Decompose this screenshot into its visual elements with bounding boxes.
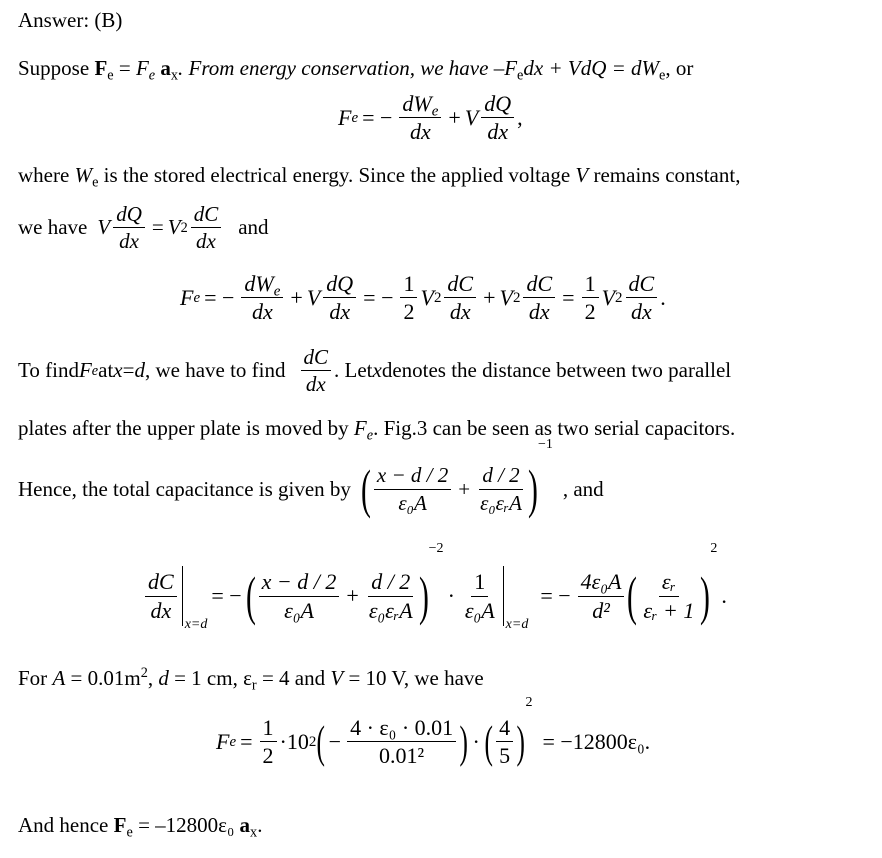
paragraph-energy-conservation: Suppose $F_e = F_e$ $a_x$. From energy conservation, we have $-F_edx$ + VdQ = $dW_e$, or bbox=[18, 56, 694, 84]
final-answer-line: And hence $F_e = -12800\varepsilon_0$ $a_x$. bbox=[18, 813, 263, 841]
paragraph-given-values: For $A = 0.01m^2$, d = 1 cm, $\varepsilon_r = 4$ and V = 10 V, we have bbox=[18, 665, 484, 694]
paragraph-we-have: we have V $\frac{dQ}{dx}$ = V 2 $\frac{dC}{dx}$ and bbox=[18, 202, 269, 254]
left-paren: ( bbox=[245, 566, 256, 626]
right-paren: ) bbox=[418, 566, 429, 626]
paragraph-serial-capacitors: plates after the upper plate is moved by $F_e$. Fig.3 can be seen as two serial capacitors. bbox=[18, 416, 736, 444]
paragraph-stored-energy: where $W_e$ is the stored electrical energy. Since the applied voltage V remains constant, bbox=[18, 163, 741, 191]
equation-force-energy: F e = − $\frac{dW_e}{dx}$ + V $\frac{dQ}{dx}$ , bbox=[338, 91, 523, 145]
equation-numeric-result: F e = $\frac{1}{2}$ ·10 2 ( − $\frac{\text{4 · ε₀ · 0.01}}{\text{0.01²}}$ ) · ( $\frac{4}{5}$ ) 2 = −12800ε₀. bbox=[216, 695, 651, 769]
answer-line: Answer: (B) bbox=[18, 8, 123, 32]
left-paren: ( bbox=[360, 459, 371, 519]
right-paren: ) bbox=[516, 715, 526, 767]
left-paren: ( bbox=[627, 566, 638, 626]
left-paren: ( bbox=[484, 715, 493, 767]
evaluation-bar bbox=[182, 566, 183, 626]
right-paren: ) bbox=[700, 566, 711, 626]
right-paren: ) bbox=[459, 715, 469, 767]
paragraph-find-force: To find F e at x = d , we have to find $\frac{dC}{dx}$ . Let x denotes the distance between two parallel bbox=[18, 345, 732, 397]
left-paren: ( bbox=[316, 715, 326, 767]
right-paren: ) bbox=[527, 459, 538, 519]
equation-force-capacitance: F e = − $\frac{dW_e}{dx}$ + V $\frac{dQ}{dx}$ = − $\frac{1}{2}$ V 2 $\frac{dC}{dx}$ + V 2 $\frac{dC}{dx}$ = $\frac{1}{2}$ V 2 $\frac{dC}{dx}$ . bbox=[180, 271, 666, 325]
equation-dC-dx: $\frac{dC}{dx}$ x=d = − ( $\frac{x - d / 2}{\text{ε₀A}}$ + $\frac{d / 2}{\text{ε₀εᵣA}}$ ) −2 · $\frac{1}{\text{ε₀A}}$ x=d = − $\frac{\text{4ε₀A}}{\text{d²}}$ ( $\frac{\text{εᵣ}}{\text{εᵣ + 1}}$ ) 2 . bbox=[142, 566, 727, 626]
evaluation-bar bbox=[503, 566, 504, 626]
paragraph-total-capacitance: Hence, the total capacitance is given by ( $\frac{x - d / 2}{\text{ε₀A}}$ + $\frac{d / 2}{\text{ε₀εᵣA}}$ ) −1 , and bbox=[18, 437, 604, 519]
